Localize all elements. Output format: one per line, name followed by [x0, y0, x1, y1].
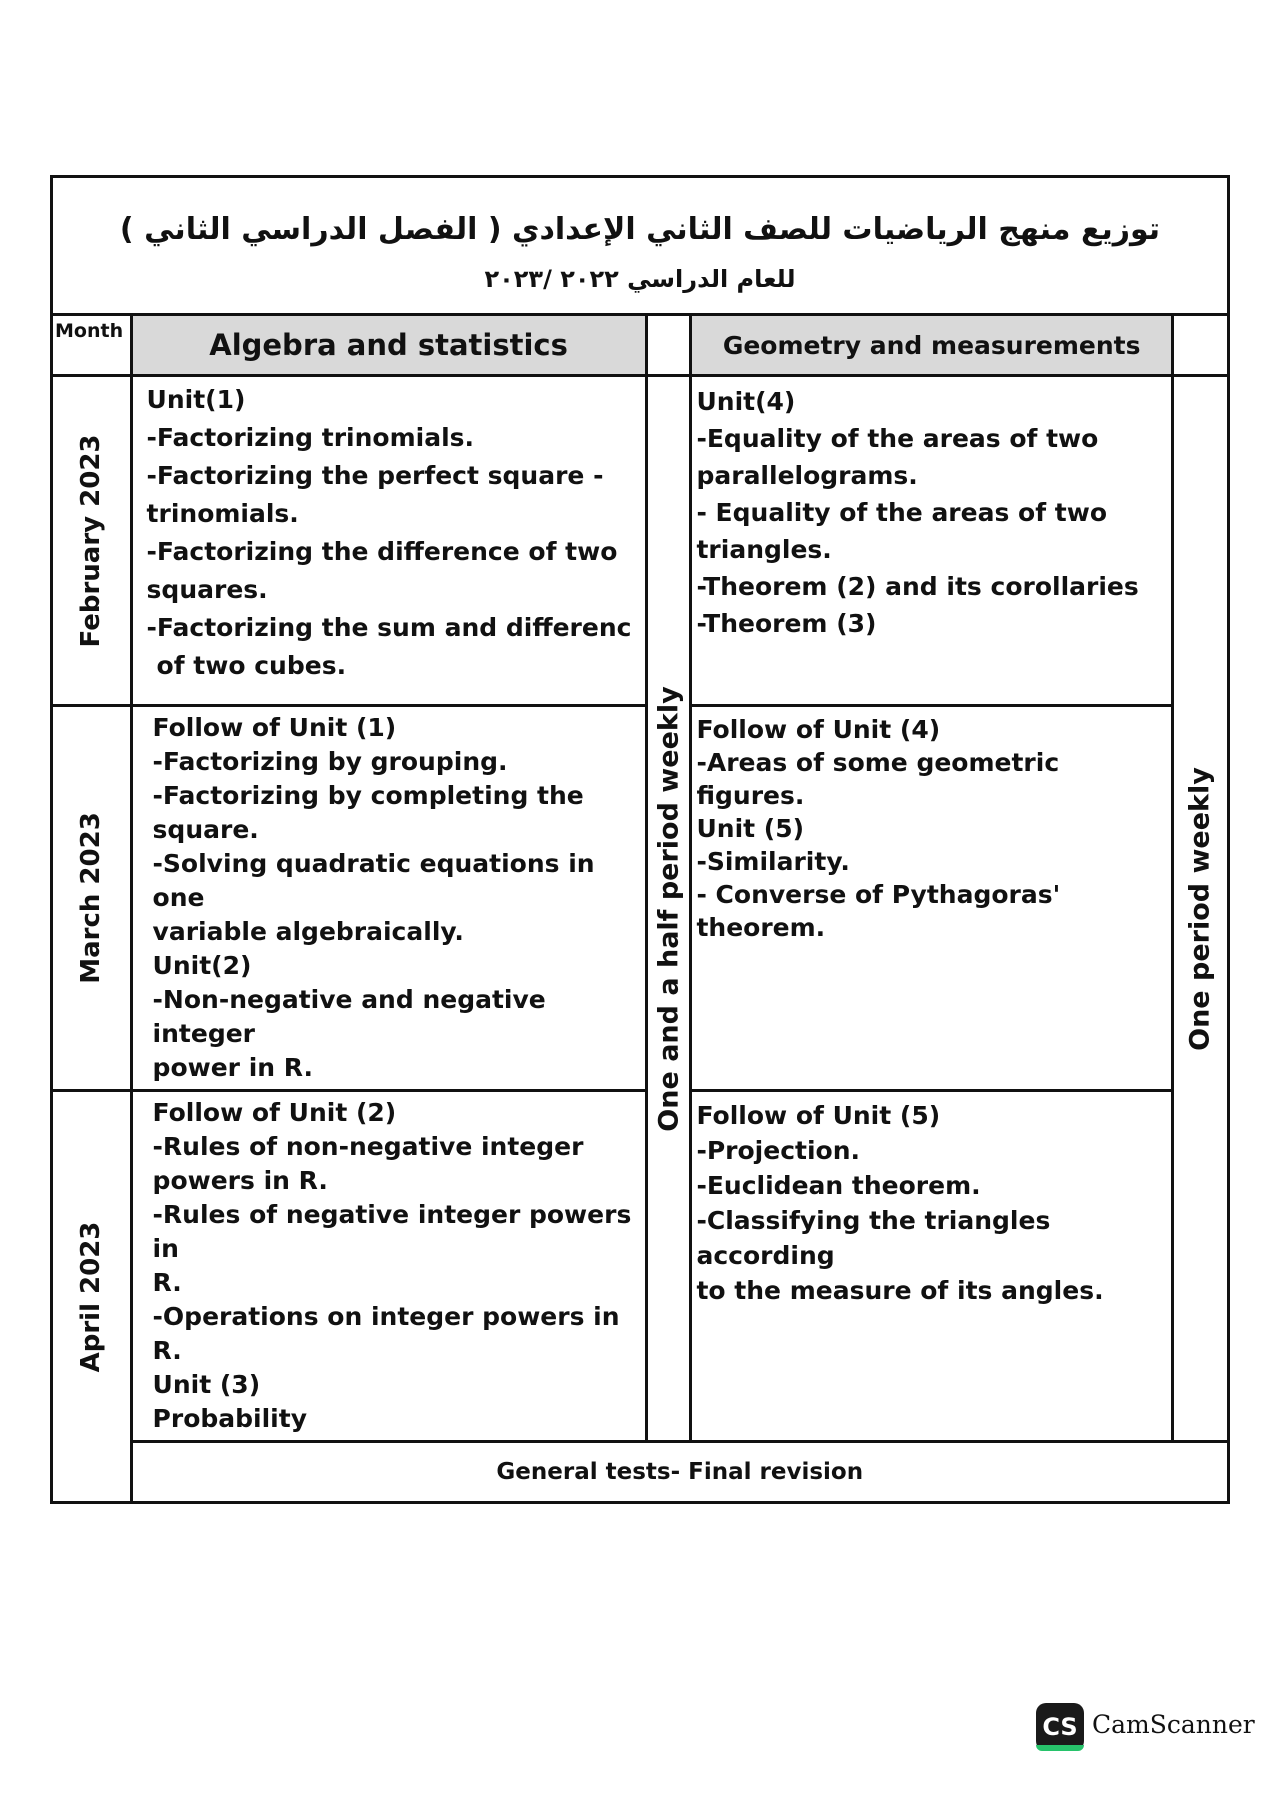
topic-line: Follow of Unit (4)	[696, 715, 941, 744]
topic-line: -Factorizing by completing the	[152, 781, 584, 810]
topic-line: Unit(4)	[696, 387, 796, 416]
topic-line: square.	[152, 815, 259, 844]
footer-note: General tests- Final revision	[131, 1442, 1228, 1503]
topic-line: variable algebraically.	[152, 917, 464, 946]
geometry-frequency-header	[1172, 315, 1228, 376]
month-cell-february	[52, 376, 132, 706]
algebra-cell-march	[131, 706, 646, 1091]
month-header: Month	[52, 315, 132, 376]
page-title: توزيع منهج الرياضيات للصف الثاني الإعدادي ( الفصل الدراسي الثاني )	[119, 212, 1161, 247]
geometry-cell-february	[691, 376, 1172, 706]
topic-line: -Areas of some geometric figures.	[696, 748, 1060, 810]
algebra-cell-april	[131, 1091, 646, 1442]
topic-line: - Equality of the areas of two	[696, 498, 1108, 527]
algebra-topics	[133, 1092, 645, 1440]
topic-line: -Rules of negative integer powers in	[152, 1200, 632, 1263]
topic-line: -Projection.	[696, 1136, 861, 1165]
algebra-frequency-label: One and a half period weekly	[653, 685, 685, 1132]
topic-line: triangles.	[696, 535, 832, 564]
algebra-cell-february	[131, 376, 646, 706]
algebra-header: Algebra and statistics	[131, 315, 646, 376]
topic-line: Unit(2)	[152, 951, 252, 980]
geometry-frequency-label: One period weekly	[1184, 766, 1216, 1051]
geometry-topics	[692, 1092, 1170, 1312]
algebra-topics	[133, 707, 645, 1089]
topic-line: -Non-negative and negative integer	[152, 985, 546, 1048]
topic-line: Unit (3)	[152, 1370, 261, 1399]
topic-line: -Factorizing the difference of two	[146, 537, 618, 566]
topic-line: trinomials.	[146, 499, 299, 528]
geometry-frequency-cell	[1172, 376, 1228, 1442]
topic-line: - Converse of Pythagoras' theorem.	[696, 880, 1061, 942]
geometry-header: Geometry and measurements	[691, 315, 1172, 376]
camscanner-logo-icon: CS	[1036, 1703, 1084, 1751]
topic-line: to the measure of its angles.	[696, 1276, 1104, 1305]
topic-line: -Equality of the areas of two	[696, 424, 1099, 453]
topic-line: -Theorem (2) and its corollaries	[696, 572, 1139, 601]
geometry-topics	[692, 377, 1170, 646]
topic-line: -Rules of non-negative integer	[152, 1132, 584, 1161]
algebra-frequency-cell	[646, 376, 691, 1442]
geometry-topics	[692, 707, 1170, 948]
month-cell-march	[52, 706, 132, 1091]
topic-line: -Euclidean theorem.	[696, 1171, 981, 1200]
month-label: March 2023	[76, 812, 107, 984]
geometry-cell-march	[691, 706, 1172, 1091]
month-cell-april	[52, 1091, 132, 1503]
algebra-frequency-header	[646, 315, 691, 376]
topic-line: -Solving quadratic equations in one	[152, 849, 595, 912]
topic-line: Unit(1)	[146, 385, 246, 414]
topic-line: squares.	[146, 575, 268, 604]
topic-line: power in R.	[152, 1053, 313, 1082]
topic-line: -Theorem (3)	[696, 609, 877, 638]
topic-line: -Similarity.	[696, 847, 850, 876]
title-block	[52, 177, 1229, 315]
geometry-cell-april	[691, 1091, 1172, 1442]
month-label: February 2023	[76, 433, 107, 648]
topic-line: Unit (5)	[696, 814, 805, 843]
topic-line: -Factorizing the perfect square -	[146, 461, 604, 490]
algebra-topics	[133, 377, 645, 689]
topic-line: Follow of Unit (2)	[152, 1098, 397, 1127]
topic-line: R.	[152, 1268, 182, 1297]
topic-line: Probability	[152, 1404, 307, 1433]
topic-line: of two cubes.	[156, 651, 347, 680]
page-subtitle: للعام الدراسي ٢٠٢٢ /٢٠٢٣	[484, 265, 796, 293]
topic-line: -Operations on integer powers in R.	[152, 1302, 620, 1365]
topic-line: Follow of Unit (1)	[152, 713, 397, 742]
topic-line: -Factorizing the sum and differenc	[146, 613, 632, 642]
topic-line: parallelograms.	[696, 461, 918, 490]
month-label: April 2023	[76, 1221, 107, 1372]
curriculum-table	[50, 175, 1230, 1504]
topic-line: -Factorizing by grouping.	[152, 747, 508, 776]
curriculum-sheet	[50, 175, 1230, 1535]
topic-line: -Factorizing trinomials.	[146, 423, 475, 452]
topic-line: powers in R.	[152, 1166, 328, 1195]
topic-line: Follow of Unit (5)	[696, 1101, 941, 1130]
camscanner-watermark: CamScanner	[1092, 1710, 1255, 1739]
topic-line: -Classifying the triangles according	[696, 1206, 1051, 1270]
